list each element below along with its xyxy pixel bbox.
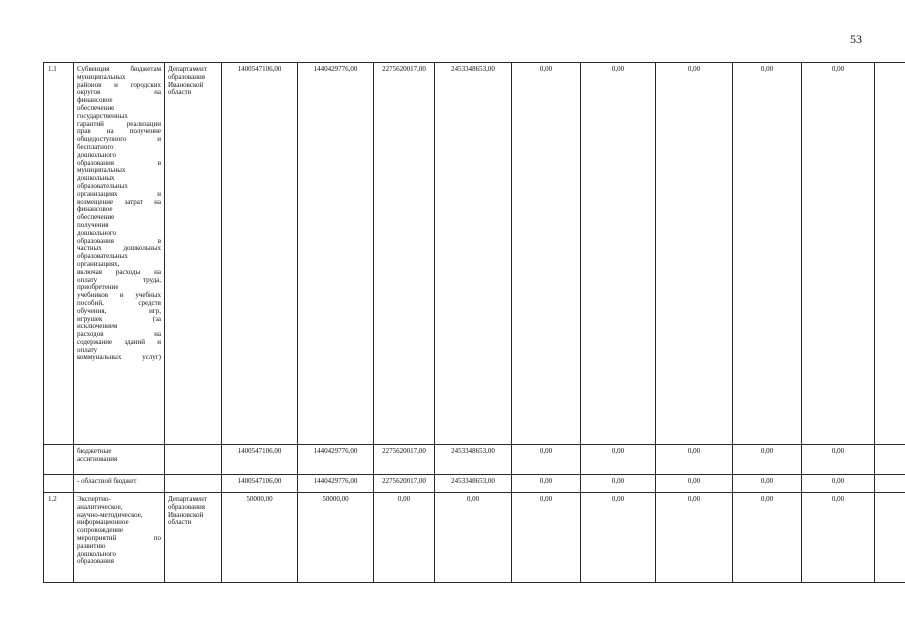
value-cell-4: 0,00 bbox=[435, 493, 512, 583]
value-cell-2: 1440429776,00 bbox=[298, 445, 374, 475]
value-cell-5: 0,00 bbox=[512, 475, 581, 493]
value-cell-2: 50000,00 bbox=[298, 493, 374, 583]
value-cell-5: 0,00 bbox=[512, 445, 581, 475]
value-cell-2: 1440429776,00 bbox=[298, 475, 374, 493]
executor-cell: Департамент образования Ивановской области bbox=[165, 63, 222, 445]
value-cell-7: 0,00 bbox=[656, 493, 733, 583]
budget-table bbox=[43, 62, 905, 583]
row-number-cell: 1.2 bbox=[44, 493, 74, 583]
value-cell-4: 2453348653,00 bbox=[435, 63, 512, 445]
item-name-cell: бюджетные ассигнования bbox=[74, 445, 165, 475]
table-row-budget-allocations bbox=[44, 445, 905, 475]
row-number-cell bbox=[44, 445, 74, 475]
value-cell-8: 0,00 bbox=[733, 493, 802, 583]
value-cell-3: 2275620017,00 bbox=[374, 63, 435, 445]
value-cell-10 bbox=[875, 63, 905, 445]
table-row-regional-budget bbox=[44, 475, 905, 493]
value-cell-10 bbox=[875, 475, 905, 493]
executor-cell bbox=[165, 475, 222, 493]
value-cell-3: 2275620017,00 bbox=[374, 445, 435, 475]
table-body bbox=[44, 63, 905, 583]
page-number: 53 bbox=[850, 32, 862, 46]
value-cell-7: 0,00 bbox=[656, 445, 733, 475]
value-cell-8: 0,00 bbox=[733, 445, 802, 475]
item-name-cell: - областной бюджет bbox=[74, 475, 165, 493]
value-cell-6: 0,00 bbox=[581, 493, 656, 583]
executor-cell: Департамент образования Ивановской области bbox=[165, 493, 222, 583]
value-cell-3: 0,00 bbox=[374, 493, 435, 583]
value-cell-6: 0,00 bbox=[581, 445, 656, 475]
value-cell-5: 0,00 bbox=[512, 493, 581, 583]
value-cell-9: 0,00 bbox=[802, 445, 875, 475]
table-row-1-2 bbox=[44, 493, 905, 583]
value-cell-8: 0,00 bbox=[733, 475, 802, 493]
value-cell-7: 0,00 bbox=[656, 475, 733, 493]
value-cell-3: 2275620017,00 bbox=[374, 475, 435, 493]
value-cell-8: 0,00 bbox=[733, 63, 802, 445]
value-cell-6: 0,00 bbox=[581, 63, 656, 445]
row-number-cell bbox=[44, 475, 74, 493]
value-cell-1: 1400547106,00 bbox=[222, 63, 298, 445]
value-cell-1: 50000,00 bbox=[222, 493, 298, 583]
value-cell-4: 2453348653,00 bbox=[435, 475, 512, 493]
item-name-cell: Экспертно- аналитическое, научно-методическое, информационное сопровождение мероприятий по развитию дошкольного образования bbox=[74, 493, 165, 583]
value-cell-10 bbox=[875, 445, 905, 475]
value-cell-1: 1400547106,00 bbox=[222, 475, 298, 493]
value-cell-5: 0,00 bbox=[512, 63, 581, 445]
item-name-cell: Субвенция бюджетам муниципальных районов и городских округов на финансовое обеспечение государственных гарантий реализации прав на получение общедоступного и бесплатного дошкольного образования в муниципальных дошкольных образовательных организациях и возмещение затрат на финансовое обеспечение получения дошкольного образования в частных дошкольных образовательных организациях, включая расходы на оплату труда, приобретение учебников и учебных пособий, средств обучения, игр, игрушек (за исключением расходов на содержание зданий и оплату коммунальных услуг) bbox=[74, 63, 165, 445]
value-cell-4: 2453348653,00 bbox=[435, 445, 512, 475]
row-number-cell: 1.1 bbox=[44, 63, 74, 445]
value-cell-1: 1400547106,00 bbox=[222, 445, 298, 475]
executor-cell bbox=[165, 445, 222, 475]
table-row-1-1 bbox=[44, 63, 905, 445]
value-cell-2: 1440429776,00 bbox=[298, 63, 374, 445]
value-cell-9: 0,00 bbox=[802, 493, 875, 583]
value-cell-9: 0,00 bbox=[802, 475, 875, 493]
value-cell-7: 0,00 bbox=[656, 63, 733, 445]
value-cell-9: 0,00 bbox=[802, 63, 875, 445]
value-cell-10 bbox=[875, 493, 905, 583]
value-cell-6: 0,00 bbox=[581, 475, 656, 493]
